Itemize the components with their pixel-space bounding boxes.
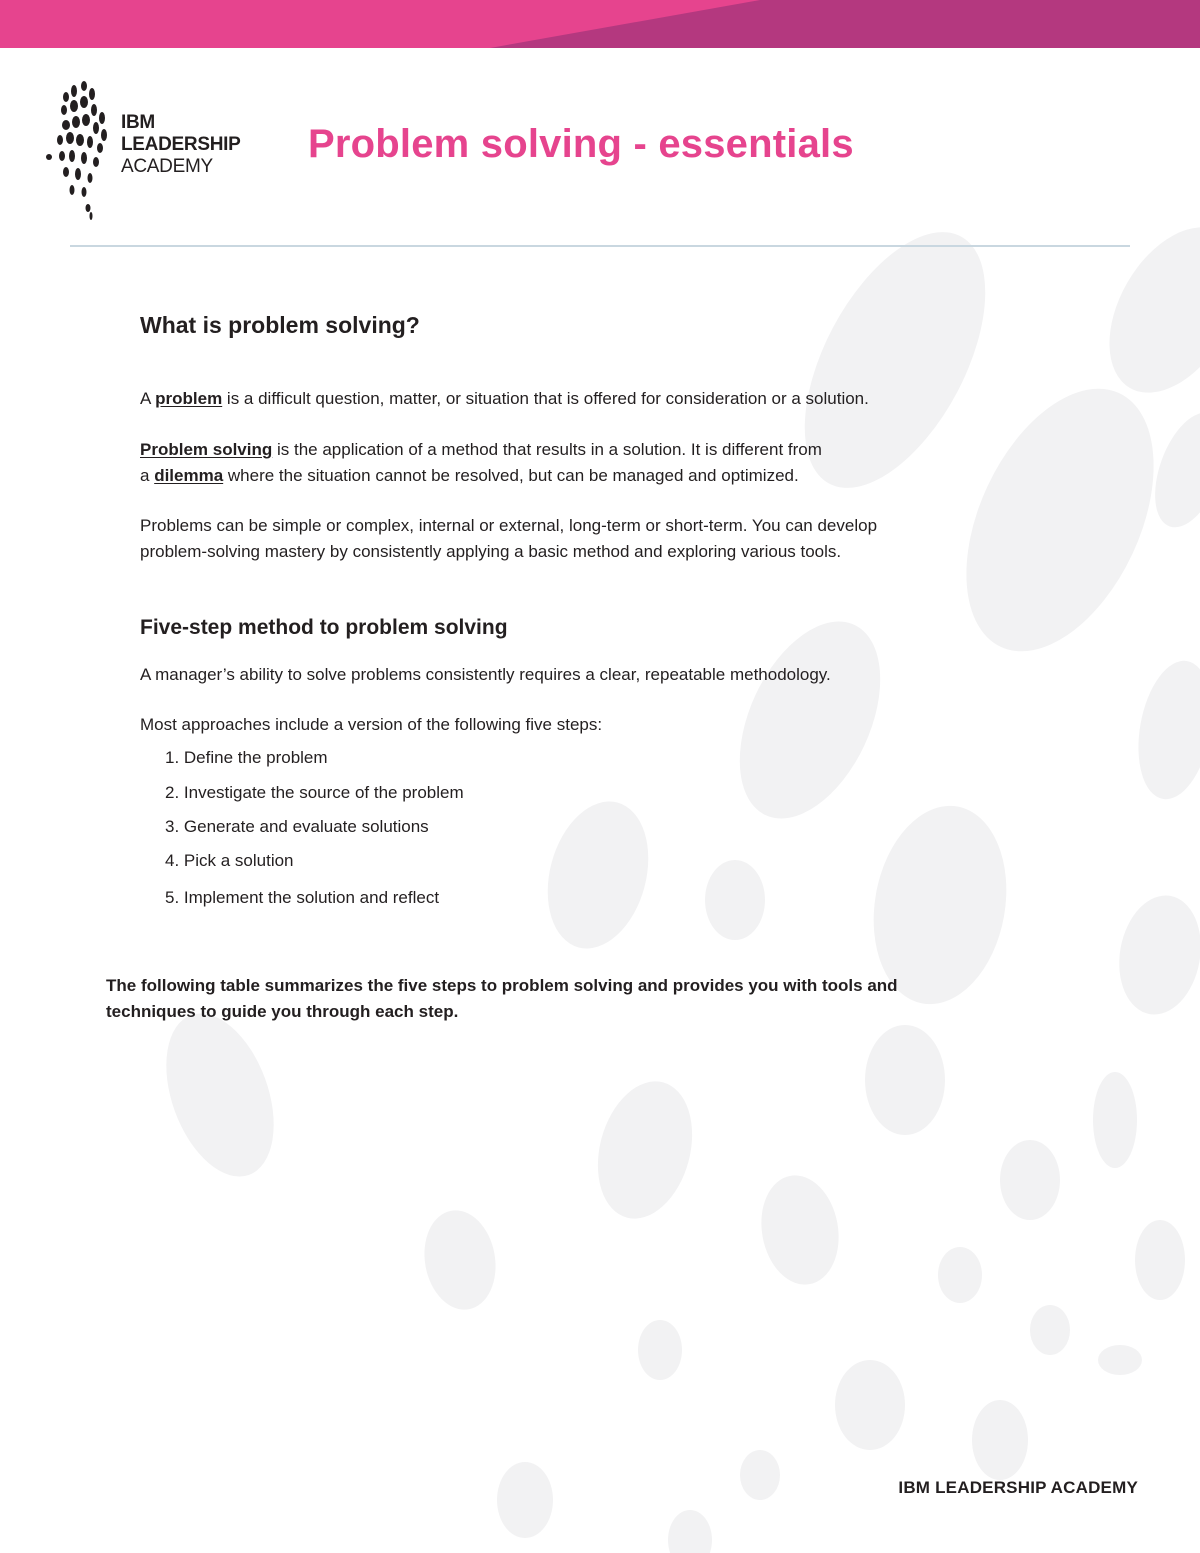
step-item: 4. Pick a solution xyxy=(165,851,294,870)
steps-lead: Most approaches include a version of the following five steps: xyxy=(140,715,603,734)
header-divider xyxy=(70,245,1130,247)
definition-problem-solving-line2: a dilemma where the situation cannot be resolved, but can be managed and optimized. xyxy=(140,466,799,485)
logo-wordmark xyxy=(121,112,240,178)
section-heading-what-is: What is problem solving? xyxy=(140,312,420,338)
problems-paragraph-line1: Problems can be simple or complex, internal or external, long-term or short-term. You can develop xyxy=(140,516,878,535)
logo-line-ibm: IBM xyxy=(121,112,155,133)
section-heading-five-step: Five-step method to problem solving xyxy=(140,616,508,639)
term-dilemma: dilemma xyxy=(154,466,224,485)
step-item: 2. Investigate the source of the problem xyxy=(165,783,464,802)
logo-line-academy: ACADEMY xyxy=(121,156,213,177)
method-intro: A manager’s ability to solve problems consistently requires a clear, repeatable methodology. xyxy=(140,665,831,684)
step-item: 3. Generate and evaluate solutions xyxy=(165,817,429,836)
term-problem-solving: Problem solving xyxy=(140,440,273,459)
step-item: 5. Implement the solution and reflect xyxy=(165,888,440,907)
term-problem: problem xyxy=(155,389,223,408)
definition-problem-solving-line1: Problem solving is the application of a method that results in a solution. It is different from xyxy=(140,440,822,459)
definition-problem: A problem is a difficult question, matter, or situation that is offered for consideration or a solution. xyxy=(140,389,869,408)
step-item: 1. Define the problem xyxy=(165,748,328,767)
problems-paragraph-line2: problem-solving mastery by consistently applying a basic method and exploring various tools. xyxy=(140,542,842,561)
summary-note: The following table summarizes the five steps to problem solving and provides you with tools and techniques to guide you through each step. xyxy=(106,976,898,1021)
page-title: Problem solving - essentials xyxy=(308,122,854,166)
footer-brand: IBM LEADERSHIP ACADEMY xyxy=(898,1478,1138,1497)
logo-line-leadership: LEADERSHIP xyxy=(121,134,241,155)
